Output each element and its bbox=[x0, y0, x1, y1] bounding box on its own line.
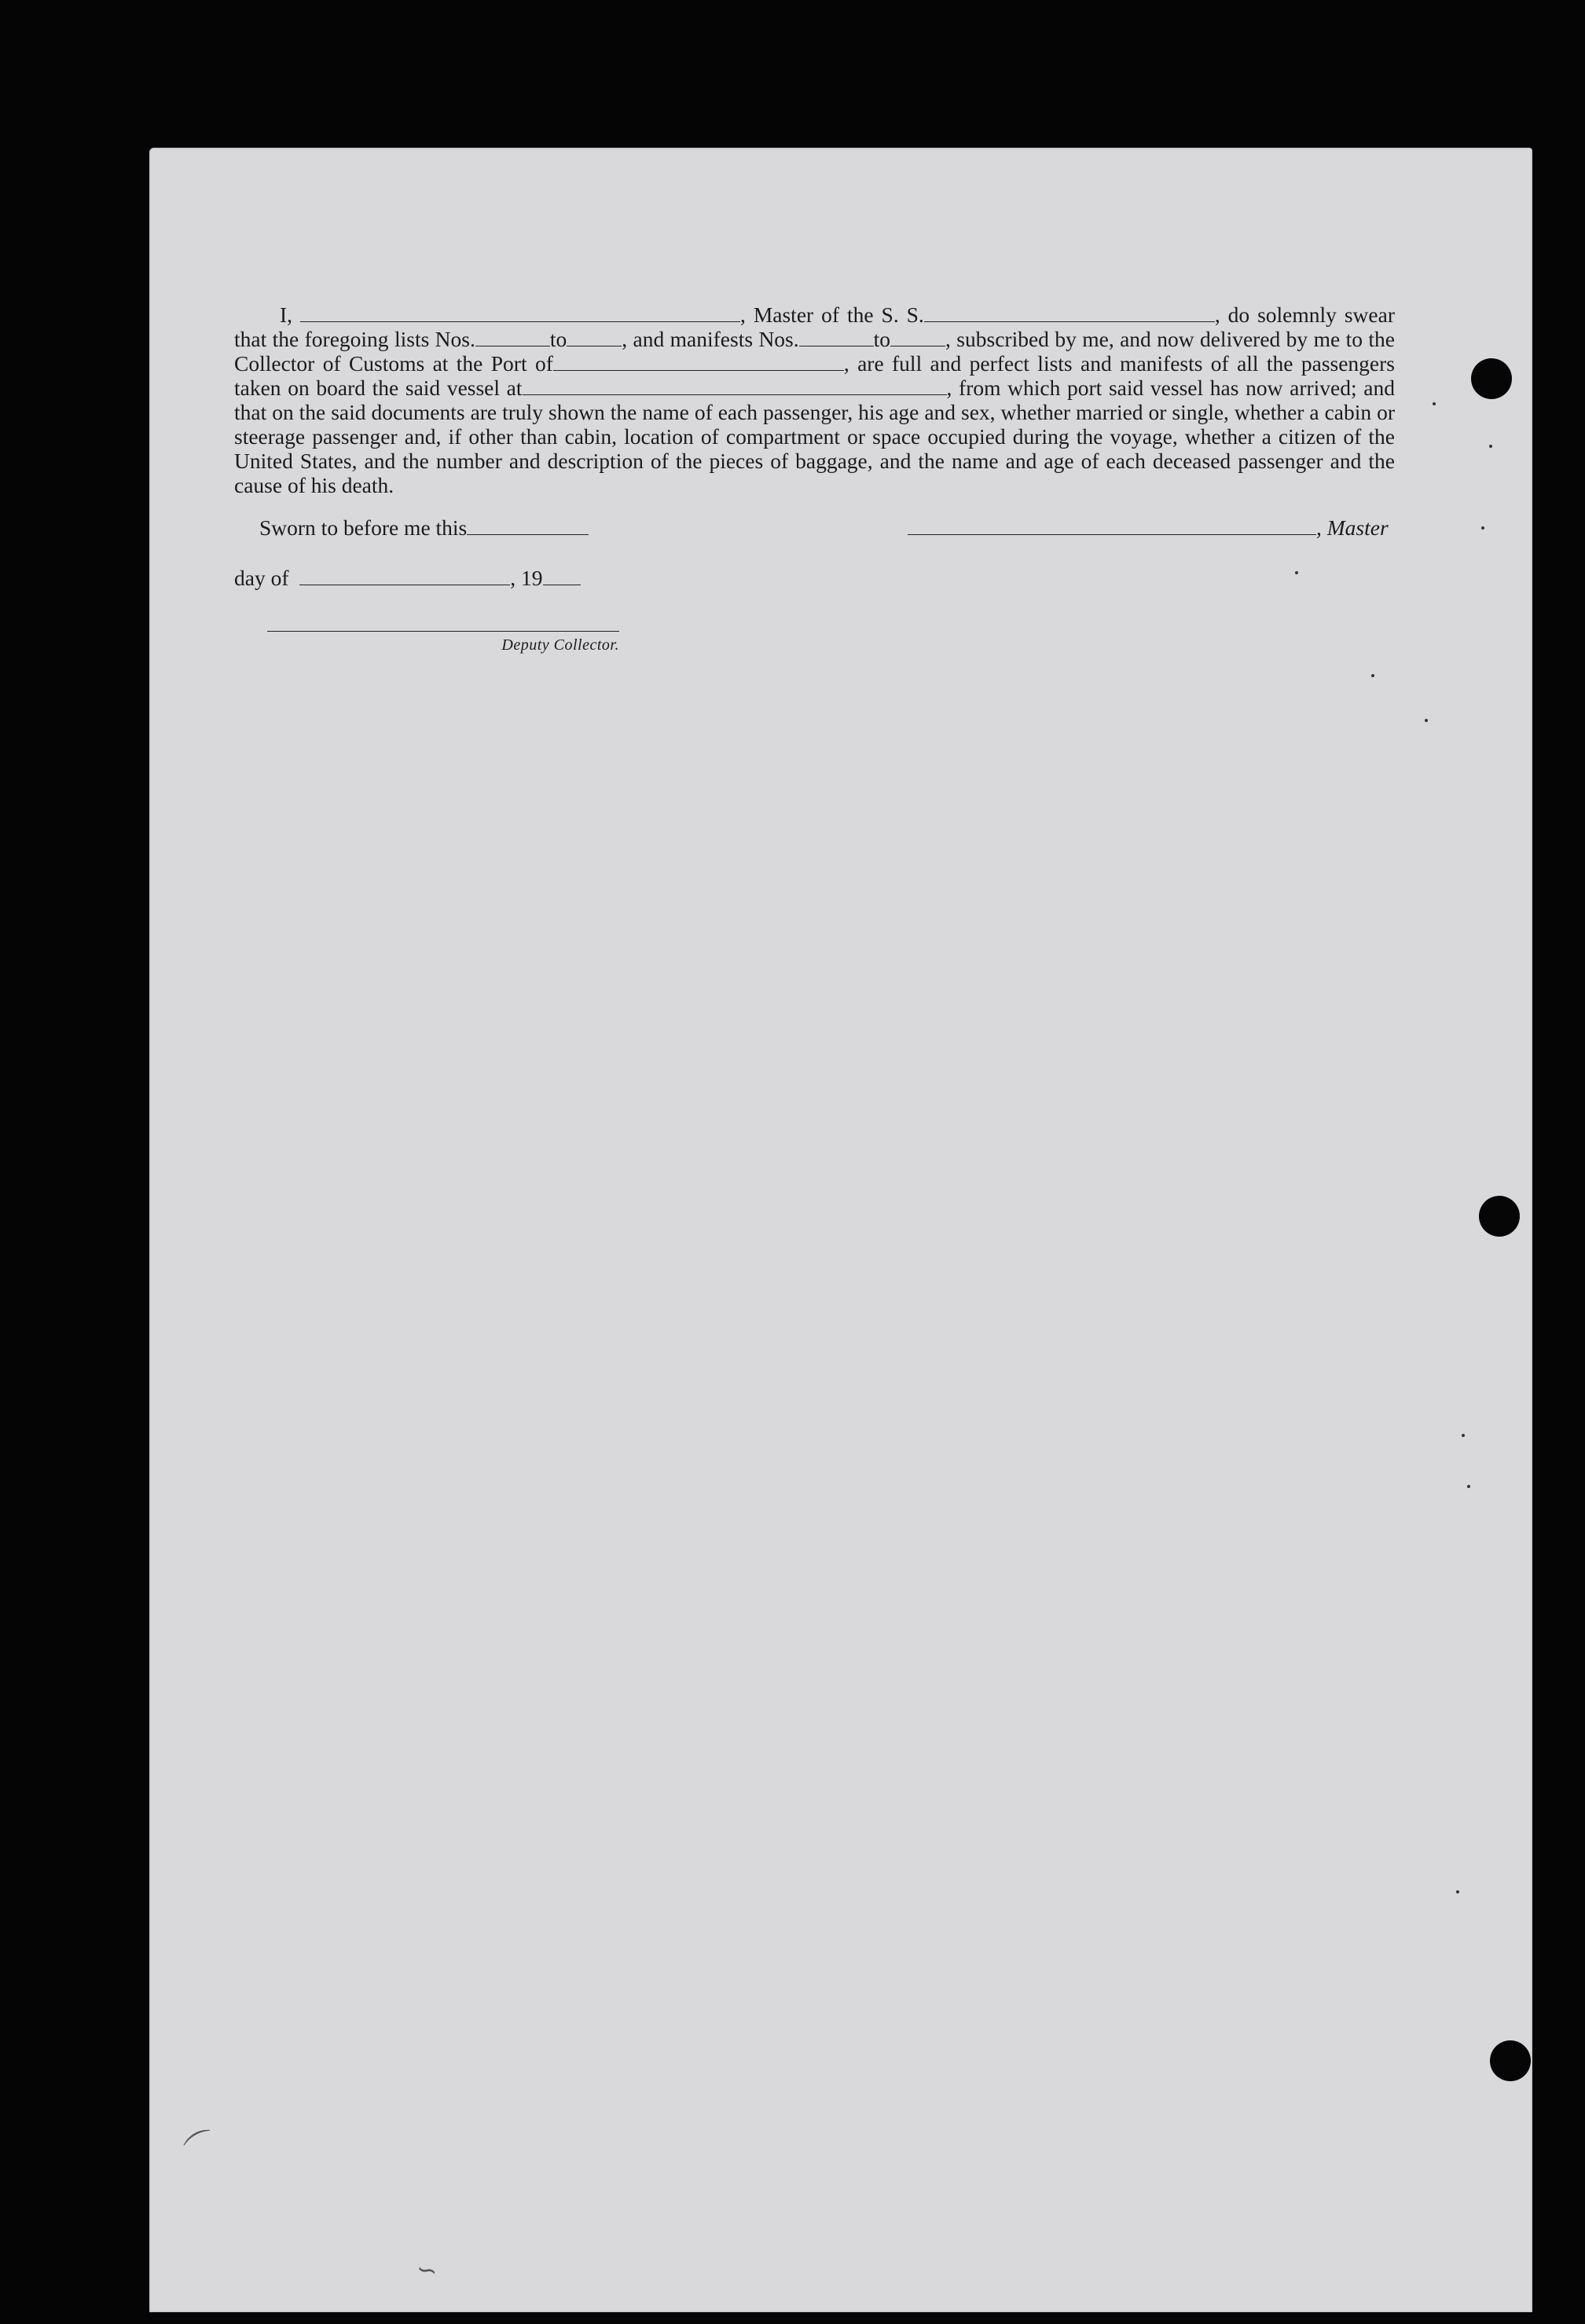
ship-name-blank bbox=[924, 321, 1215, 322]
day-of-text: day of bbox=[234, 566, 289, 590]
date-line bbox=[234, 566, 581, 591]
year-prefix: , 19 bbox=[510, 566, 543, 590]
speck bbox=[1467, 1485, 1470, 1488]
port-blank bbox=[553, 369, 844, 371]
master-label: , Master bbox=[1316, 515, 1389, 540]
oath-text-1: I, bbox=[280, 302, 293, 327]
speck bbox=[1433, 402, 1436, 405]
sworn-day-blank bbox=[467, 533, 589, 535]
oath-text-9: , from which port said vessel has now arrived; and that on the said documents are truly shown the name of each passenger, his age and sex, whether married or single, whether a cabin or steerage passenger and, if other than cabin, location of compartment or space occupied during the voyage, whether a citizen of the United States, and the number and description of the pieces of baggage, and the name and age of each deceased passenger and the cause of his death. bbox=[234, 376, 1395, 497]
speck bbox=[1489, 445, 1492, 448]
list-to-blank bbox=[567, 345, 622, 346]
master-signature-blank bbox=[908, 533, 1316, 535]
oath-paragraph bbox=[234, 302, 1395, 497]
oath-text-7: , subscribed by me, and now delivered by me to the Collector of Customs at the Port of bbox=[234, 327, 1395, 376]
deputy-signature-line bbox=[267, 631, 619, 632]
speck bbox=[1462, 1434, 1465, 1437]
oath-text-8: , are full and perfect lists and manifests of all the passengers taken on board the said vessel at bbox=[234, 351, 1395, 400]
punch-hole-bottom bbox=[1490, 2040, 1531, 2081]
deputy-collector-label: Deputy Collector. bbox=[501, 636, 619, 654]
sworn-line bbox=[259, 515, 589, 541]
oath-text-3: , do solemnly swear that the foregoing lists Nos. bbox=[234, 302, 1395, 351]
speck bbox=[1456, 1890, 1459, 1893]
pencil-mark: ∽ bbox=[413, 2253, 440, 2287]
speck bbox=[1425, 719, 1428, 722]
month-blank bbox=[299, 584, 510, 585]
speck bbox=[1481, 526, 1484, 530]
punch-hole-top bbox=[1471, 358, 1512, 399]
punch-hole-middle bbox=[1479, 1196, 1520, 1237]
master-signature bbox=[908, 515, 1389, 541]
speck bbox=[1295, 571, 1298, 574]
oath-text-5: , and manifests Nos. bbox=[622, 327, 799, 351]
manifest-to-blank bbox=[890, 345, 945, 346]
year-blank bbox=[543, 584, 581, 585]
master-name-blank bbox=[300, 321, 740, 322]
speck bbox=[1371, 674, 1374, 677]
departure-port-blank bbox=[523, 394, 947, 395]
manifest-from-blank bbox=[799, 345, 874, 346]
oath-text-4: to bbox=[549, 327, 567, 351]
oath-text-6: to bbox=[873, 327, 891, 351]
sworn-text: Sworn to before me this bbox=[259, 515, 468, 540]
pencil-mark: ⌒ bbox=[179, 2124, 226, 2172]
list-from-blank bbox=[475, 345, 550, 346]
oath-text-2: , Master of the S. S. bbox=[740, 302, 924, 327]
